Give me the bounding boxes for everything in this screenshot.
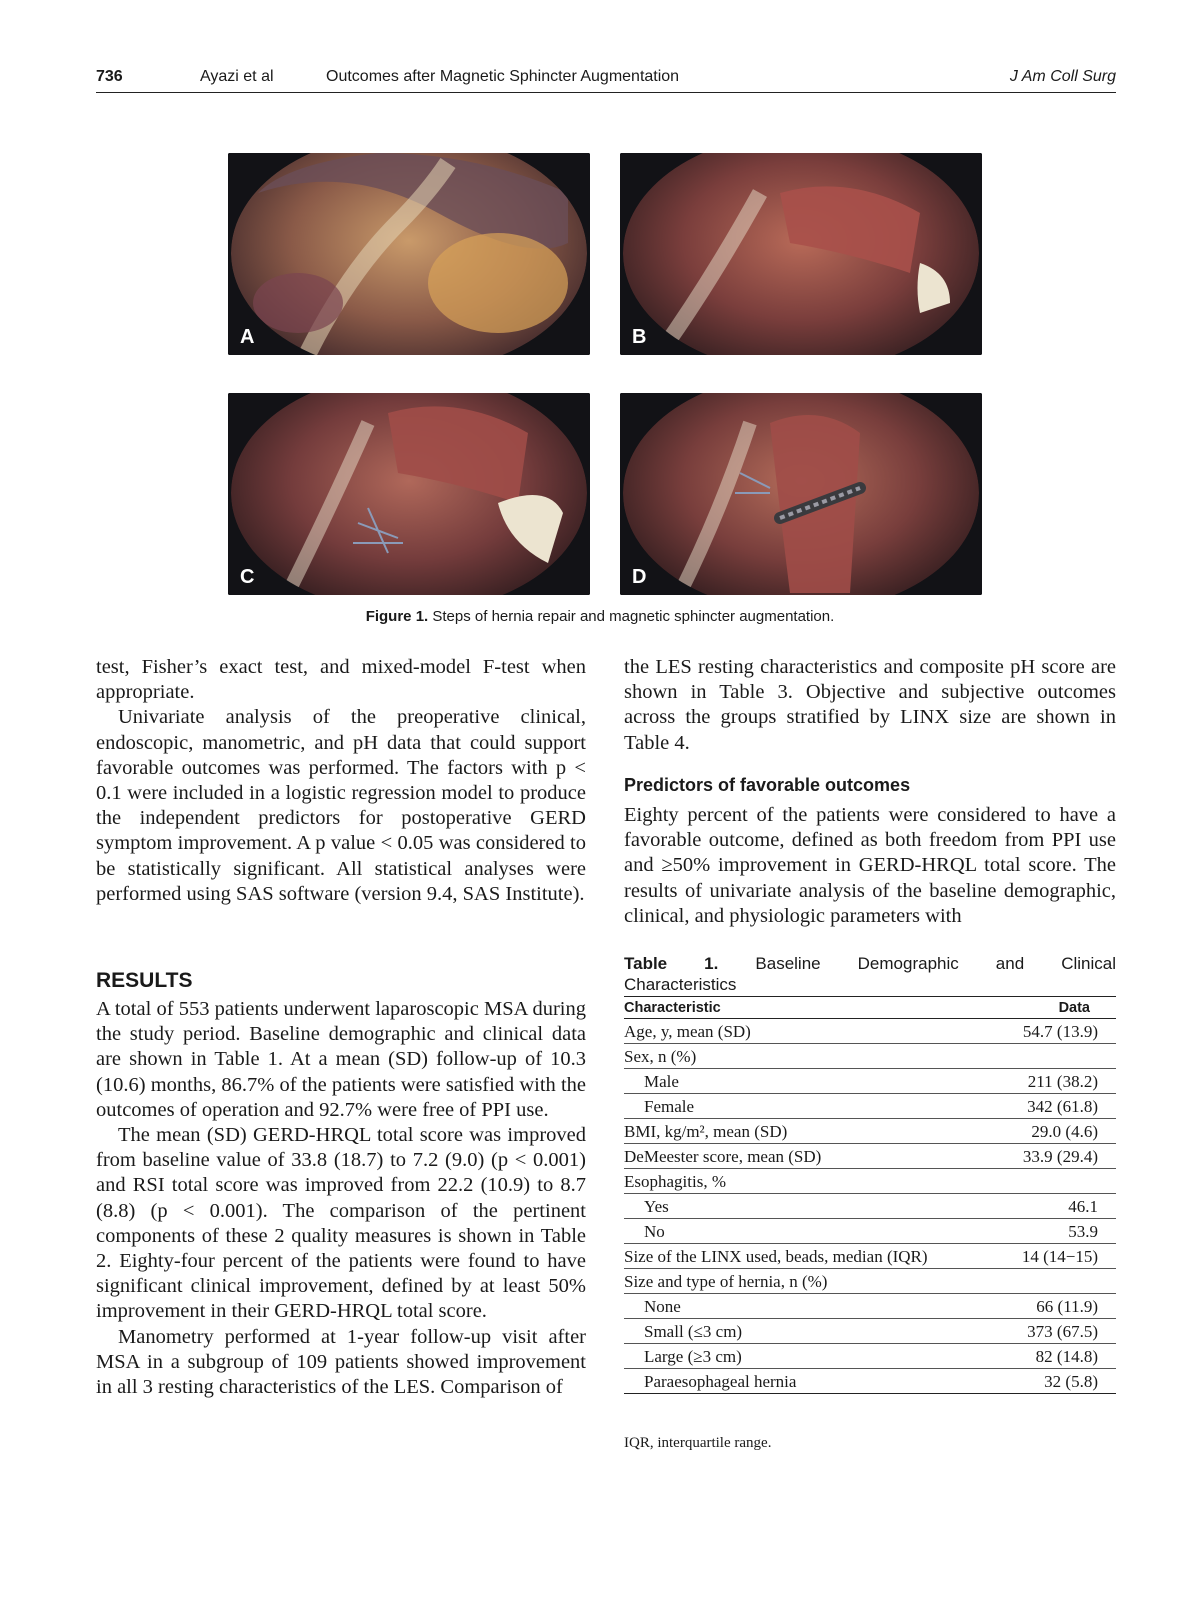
header-journal: J Am Coll Surg — [1009, 68, 1116, 85]
laparoscopic-image-d — [620, 393, 982, 595]
table-row — [624, 1319, 1116, 1344]
table-title — [624, 953, 1116, 995]
table-row — [624, 1219, 1116, 1244]
table-row — [624, 1269, 1116, 1294]
row-label: DeMeester score, mean (SD) — [624, 1144, 1000, 1169]
laparoscopic-image-b — [620, 153, 982, 355]
column-header-characteristic: Characteristic — [624, 997, 1000, 1019]
baseline-characteristics-table — [624, 996, 1116, 1394]
paragraph: A total of 553 patients underwent laparoscopic MSA during the study period. Baseline demographic and clinical data are shown in Table 1. At a mean (SD) follow-up of 10.3 (10.6) months, 86.7% of the patients were satisfied with the outcomes of operation and 92.7% were free of PPI use. — [96, 998, 586, 1121]
row-label: Sex, n (%) — [624, 1044, 1000, 1069]
table-row — [624, 1244, 1116, 1269]
table-row — [624, 1169, 1116, 1194]
row-label: Yes — [624, 1194, 1000, 1219]
figure-panel-a — [228, 153, 590, 355]
figure-panel-c — [228, 393, 590, 595]
row-label: None — [624, 1294, 1000, 1319]
left-column-results — [96, 997, 586, 1400]
right-column-top — [624, 655, 1116, 756]
figure-panel-b — [620, 153, 982, 355]
right-column-predictors — [624, 803, 1116, 929]
table-row — [624, 1094, 1116, 1119]
panel-label-a: A — [240, 326, 255, 348]
figure-caption — [0, 608, 1200, 625]
row-value: 82 (14.8) — [1000, 1344, 1117, 1369]
table-header-row — [624, 997, 1116, 1019]
row-value — [1000, 1044, 1117, 1069]
row-value: 14 (14−15) — [1000, 1244, 1117, 1269]
left-column-top — [96, 655, 586, 907]
row-label: Female — [624, 1094, 1000, 1119]
row-value: 211 (38.2) — [1000, 1069, 1117, 1094]
paragraph: The mean (SD) GERD-HRQL total score was improved from baseline value of 33.8 (18.7) to 7.2 (9.0) (p < 0.001) and RSI total score was improved from 22.2 (10.9) to 8.7 (8.8) (p < 0.001). The comparison of the pertinent components of these 2 quality measures is shown in Table 2. Eighty-four percent of the patients were found to have significant clinical improvement, defined by at least 50% improvement in their GERD-HRQL total score. — [96, 1124, 586, 1323]
table-row — [624, 1294, 1116, 1319]
row-label: No — [624, 1219, 1000, 1244]
paragraph: test, Fisher’s exact test, and mixed-model F-test when appropriate. — [96, 656, 586, 704]
page-number: 736 — [96, 68, 123, 85]
column-header-data: Data — [1000, 997, 1117, 1019]
figure-panel-d — [620, 393, 982, 595]
row-label: Age, y, mean (SD) — [624, 1019, 1000, 1044]
row-label: Male — [624, 1069, 1000, 1094]
table-row — [624, 1344, 1116, 1369]
panel-label-b: B — [632, 326, 647, 348]
table-label: Table 1. — [624, 954, 719, 973]
table-title-line2: Characteristics — [624, 975, 737, 994]
table-row — [624, 1144, 1116, 1169]
row-label: Size of the LINX used, beads, median (IQR) — [624, 1244, 1000, 1269]
row-label: Small (≤3 cm) — [624, 1319, 1000, 1344]
figure-caption-label: Figure 1. — [365, 608, 429, 625]
row-value: 54.7 (13.9) — [1000, 1019, 1117, 1044]
paragraph: the LES resting characteristics and composite pH score are shown in Table 3. Objective and subjective outcomes across the groups stratified by LINX size are shown in Table 4. — [624, 656, 1116, 754]
table-row — [624, 1044, 1116, 1069]
subheading-predictors: Predictors of favorable outcomes — [624, 775, 911, 795]
table-row — [624, 1019, 1116, 1044]
row-value: 32 (5.8) — [1000, 1369, 1117, 1394]
header-running-title: Outcomes after Magnetic Sphincter Augmentation — [326, 68, 680, 85]
figure-caption-text: Steps of hernia repair and magnetic sphincter augmentation. — [432, 608, 835, 625]
section-heading-results: RESULTS — [96, 969, 193, 992]
row-value: 373 (67.5) — [1000, 1319, 1117, 1344]
table-row — [624, 1069, 1116, 1094]
row-value — [1000, 1169, 1117, 1194]
table-row — [624, 1119, 1116, 1144]
panel-label-c: C — [240, 566, 255, 588]
row-value — [1000, 1269, 1117, 1294]
table-title-line1: Baseline Demographic and Clinical — [755, 954, 1116, 973]
row-value: 33.9 (29.4) — [1000, 1144, 1117, 1169]
row-value: 53.9 — [1000, 1219, 1117, 1244]
paragraph: Univariate analysis of the preoperative clinical, endoscopic, manometric, and pH data that could support favorable outcomes was performed. The factors with p < 0.1 were included in a logistic regression model to produce the independent predictors for postoperative GERD symptom improvement. A p value < 0.05 was considered to be statistically significant. All statistical analyses were performed using SAS software (version 9.4, SAS Institute). — [96, 706, 586, 905]
row-label: Paraesophageal hernia — [624, 1369, 1000, 1394]
row-label: BMI, kg/m², mean (SD) — [624, 1119, 1000, 1144]
header-authors: Ayazi et al — [200, 68, 274, 85]
paragraph: Eighty percent of the patients were considered to have a favorable outcome, defined as both freedom from PPI use and ≥50% improvement in GERD-HRQL total score. The results of univariate analysis of the baseline demographic, clinical, and physiologic parameters with — [624, 804, 1116, 927]
table-row — [624, 1369, 1116, 1394]
row-value: 66 (11.9) — [1000, 1294, 1117, 1319]
paragraph: Manometry performed at 1-year follow-up visit after MSA in a subgroup of 109 patients showed improvement in all 3 resting characteristics of the LES. Comparison of — [96, 1325, 586, 1399]
row-value: 46.1 — [1000, 1194, 1117, 1219]
running-header — [96, 66, 1116, 93]
laparoscopic-image-c — [228, 393, 590, 595]
row-value: 342 (61.8) — [1000, 1094, 1117, 1119]
row-value: 29.0 (4.6) — [1000, 1119, 1117, 1144]
table-footnote: IQR, interquartile range. — [624, 1435, 772, 1451]
table-row — [624, 1194, 1116, 1219]
panel-label-d: D — [632, 566, 647, 588]
row-label: Esophagitis, % — [624, 1169, 1000, 1194]
row-label: Large (≥3 cm) — [624, 1344, 1000, 1369]
row-label: Size and type of hernia, n (%) — [624, 1269, 1000, 1294]
laparoscopic-image-a — [228, 153, 590, 355]
